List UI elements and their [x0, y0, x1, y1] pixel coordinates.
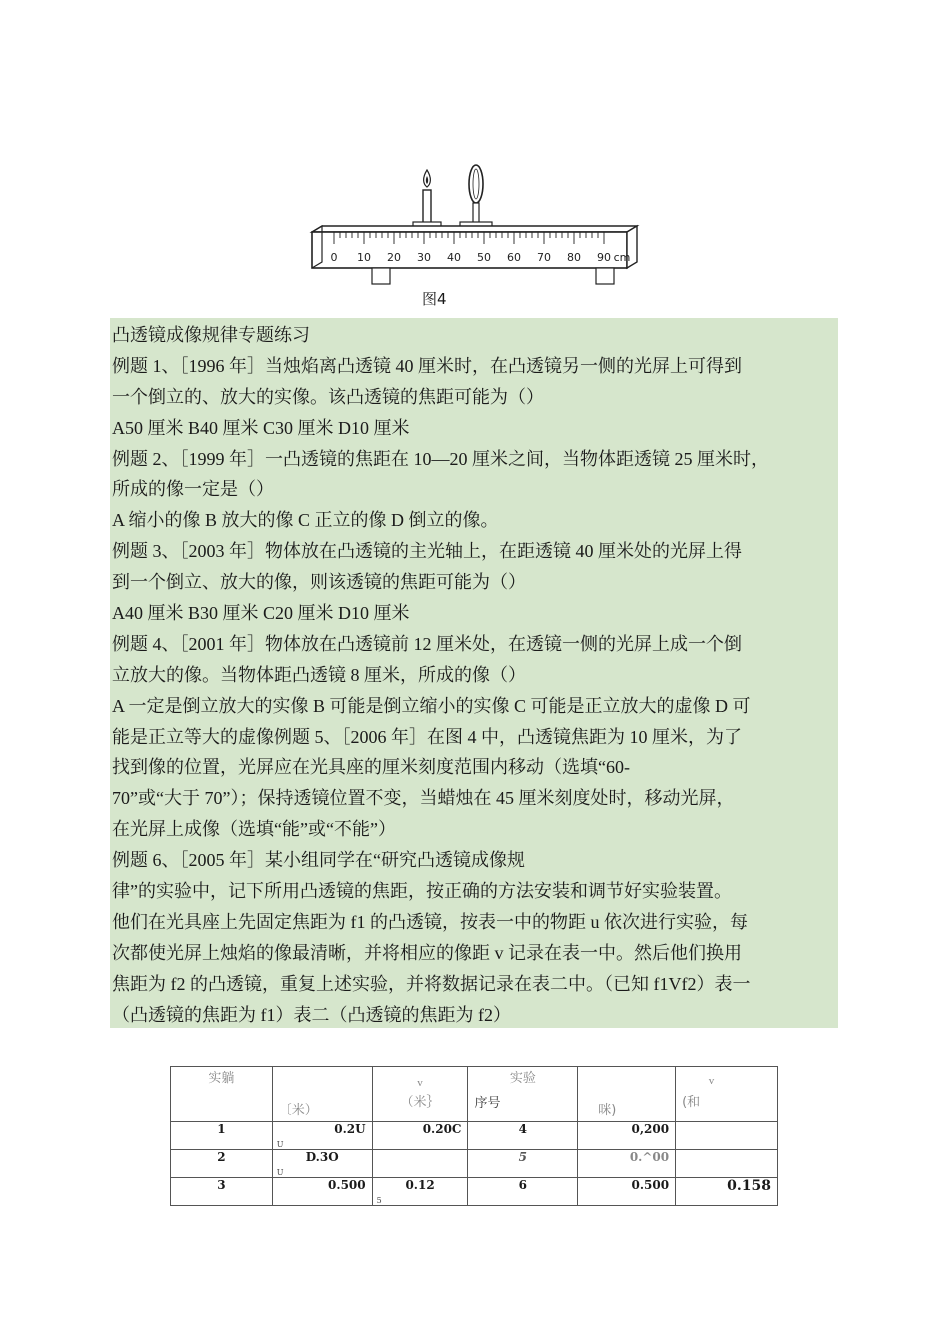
table-header-row: [171, 1067, 778, 1122]
scale-label: 50: [477, 251, 491, 264]
text-line: 能是正立等大的虚像例题 5、［2006 年］在图 4 中，凸透镜焦距为 10 厘米，为了: [112, 726, 742, 747]
header-cell: 实验 序号: [468, 1067, 578, 1122]
exercise-text: [112, 320, 852, 1030]
scale-unit: cm: [613, 251, 631, 264]
header-cell: 咪): [578, 1067, 676, 1122]
data-table: [170, 1066, 778, 1206]
table-cell: 0.500: [272, 1178, 372, 1206]
scale-label: 40: [447, 251, 461, 264]
text-line: 例题 2、［1999 年］一凸透镜的焦距在 10—20 厘米之间，当物体距透镜 25 厘米时，: [112, 448, 769, 469]
table-cell: U D.3O: [272, 1150, 372, 1178]
header-cell: 〔米）: [272, 1067, 372, 1122]
text-line: （凸透镜的焦距为 f1）表二（凸透镜的焦距为 f2）: [112, 1004, 511, 1025]
header-cell: 实躺: [171, 1067, 273, 1122]
table-cell: 0.20C: [372, 1122, 468, 1150]
scale-label: 30: [417, 251, 431, 264]
scale-label: 70: [537, 251, 551, 264]
table-cell: 0.500: [578, 1178, 676, 1206]
table-cell: 5: [468, 1150, 578, 1178]
text-line: 焦距为 f2 的凸透镜，重复上述实验，并将数据记录在表二中。（已知 f1Vf2）表一: [112, 973, 751, 994]
scale-label: 10: [357, 251, 371, 264]
text-line: 所成的像一定是（）: [112, 479, 274, 500]
table-row: [171, 1150, 778, 1178]
text-line: 找到像的位置，光屏应在光具座的厘米刻度范围内移动（选填“60-: [112, 757, 630, 778]
text-line: 他们在光具座上先固定焦距为 f1 的凸透镜，按表一中的物距 u 依次进行实验，每: [112, 911, 748, 932]
text-line: 到一个倒立、放大的像，则该透镜的焦距可能为（）: [112, 572, 526, 593]
text-line: 例题 3、［2003 年］物体放在凸透镜的主光轴上，在距透镜 40 厘米处的光屏上得: [112, 541, 742, 562]
optical-bench-figure: [300, 160, 645, 310]
table-cell: 4: [468, 1122, 578, 1150]
text-line: 一个倒立的、放大的实像。该凸透镜的焦距可能为（）: [112, 386, 544, 407]
scale-label: 20: [387, 251, 401, 264]
table-cell: [372, 1150, 468, 1178]
table-cell: 2: [171, 1150, 273, 1178]
table-row: [171, 1122, 778, 1150]
figure-caption: 图4: [422, 290, 447, 308]
text-line: 次都使光屏上烛焰的像最清晰，并将相应的像距 v 记录在表一中。然后他们换用: [112, 942, 742, 963]
lens-icon: [460, 165, 492, 232]
text-line: A 一定是倒立放大的实像 B 可能是倒立缩小的实像 C 可能是正立放大的虚像 D 可: [112, 695, 751, 716]
text-line: 例题 4、［2001 年］物体放在凸透镜前 12 厘米处，在透镜一侧的光屏上成一个倒: [112, 633, 742, 654]
table-cell: 6: [468, 1178, 578, 1206]
scale-label: 0: [330, 251, 338, 264]
text-line: 律”的实验中，记下所用凸透镜的焦距，按正确的方法安装和调节好实验装置。: [112, 881, 732, 902]
table-row: [171, 1178, 778, 1206]
table-cell: [676, 1150, 778, 1178]
header-cell: v (和: [676, 1067, 778, 1122]
scale-label: 80: [567, 251, 581, 264]
text-line: 例题 6、［2005 年］某小组同学在“研究凸透镜成像规: [112, 850, 525, 871]
text-line: 立放大的像。当物体距凸透镜 8 厘米，所成的像（）: [112, 664, 526, 685]
text-line: 70”或“大于 70”）；保持透镜位置不变，当蜡烛在 45 厘米刻度处时，移动光屏，: [112, 788, 735, 809]
text-line: A50 厘米 B40 厘米 C30 厘米 D10 厘米: [112, 417, 410, 438]
bench: [312, 226, 637, 284]
text-line: A 缩小的像 B 放大的像 C 正立的像 D 倒立的像。: [112, 510, 499, 531]
table-cell: U 0.2U: [272, 1122, 372, 1150]
table-cell: 0.158: [676, 1178, 778, 1206]
table-cell: 3: [171, 1178, 273, 1206]
text-line: A40 厘米 B30 厘米 C20 厘米 D10 厘米: [112, 603, 410, 624]
table-cell: 1: [171, 1122, 273, 1150]
table-cell: [676, 1122, 778, 1150]
table-cell: 0,200: [578, 1122, 676, 1150]
scale-label: 90: [597, 251, 611, 264]
table-cell: 5 0.12: [372, 1178, 468, 1206]
candle-icon: [413, 170, 441, 232]
text-line: 例题 1、［1996 年］当烛焰离凸透镜 40 厘米时，在凸透镜另一侧的光屏上可得到: [112, 355, 742, 376]
text-line: 在光屏上成像（选填“能”或“不能”）: [112, 819, 396, 840]
scale-label: 60: [507, 251, 521, 264]
text-line: 凸透镜成像规律专题练习: [112, 325, 310, 345]
header-cell: v （米｝: [372, 1067, 468, 1122]
table-cell: 0.^00: [578, 1150, 676, 1178]
